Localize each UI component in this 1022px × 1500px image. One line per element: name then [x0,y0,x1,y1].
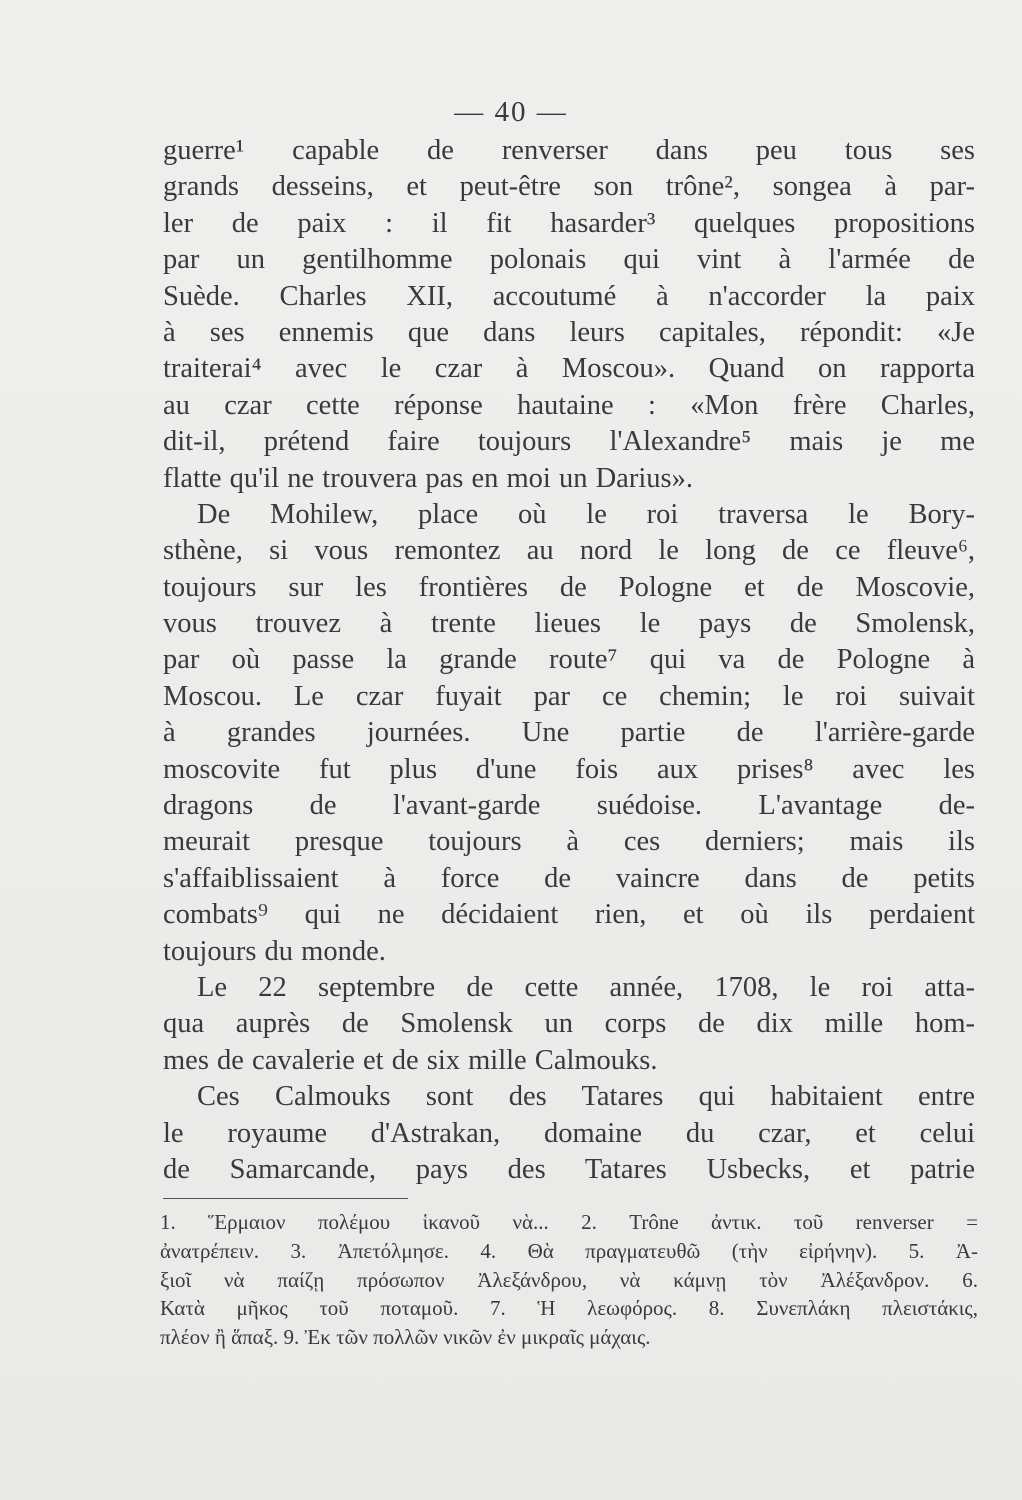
text-line: guerre¹ capable de renverser dans peu tous ses [163,135,975,166]
text-line: s'affaiblissaient à force de vaincre dans de petits [163,862,975,894]
text-line: Moscou. Le czar fuyait par ce chemin; le roi suivait [163,680,975,712]
text-line: à ses ennemis que dans leurs capitales, répondit: «Je [163,316,975,348]
footnote-line: 1. Ἕρμαιον πολέμου ἱκανοῦ νὰ... 2. Trône ἀντικ. τοῦ renverser = [160,1210,978,1234]
footnote-line: ξιοῖ νὰ παίζῃ πρόσωπον Ἀλεξάνδρου, νὰ κάμνῃ τὸν Ἀλέξανδρον. 6. [160,1267,978,1292]
main-text [163,133,975,1188]
text-line: toujours du monde. [163,935,386,967]
text-line: qua auprès de Smolensk un corps de dix mille hom- [163,1008,975,1040]
text-line: meurait presque toujours à ces derniers; mais ils [163,826,975,858]
text-line: dit-il, prétend faire toujours l'Alexandre⁵ mais je me [163,426,975,458]
text-line: à grandes journées. Une partie de l'arrière-garde [163,717,975,749]
paragraph-start-line: Le 22 septembre de cette année, 1708, le roi atta- [197,971,975,1003]
text-line: le royaume d'Astrakan, domaine du czar, et celui [163,1117,975,1149]
footnote-line: πλέον ἢ ἅπαξ. 9. Ἐκ τῶν πολλῶν νικῶν ἐν μικραῖς μάχαις. [160,1325,651,1350]
text-line: flatte qu'il ne trouvera pas en moi un Darius». [163,462,693,494]
text-line: de Samarcande, pays des Tatares Usbecks, et patrie [163,1153,975,1185]
text-line: par un gentilhomme polonais qui vint à l'armée de [163,244,975,276]
text-line: toujours sur les frontières de Pologne et de Moscovie, [163,571,975,603]
text-line: vous trouvez à trente lieues le pays de Smolensk, [163,608,975,640]
text-line: ler de paix : il fit hasarder³ quelques propositions [163,207,975,239]
footnote-line: ἀνατρέπειν. 3. Ἀπετόλμησε. 4. Θὰ πραγματευθῶ (τὴν εἰρήνην). 5. Ἀ- [160,1238,978,1263]
text-line: mes de cavalerie et de six mille Calmouks. [163,1044,658,1076]
text-line: Suède. Charles XII, accoutumé à n'accorder la paix [163,280,975,312]
paragraph-start-line: De Mohilew, place où le roi traversa le Bory- [197,498,975,530]
text-line: dragons de l'avant-garde suédoise. L'avantage de- [163,790,975,822]
text-line: grands desseins, et peut-être son trône², songea à par- [163,171,975,203]
text-line: traiterai⁴ avec le czar à Moscou». Quand on rapporta [163,353,975,385]
footnote-divider [163,1198,408,1199]
paragraph-start-line: Ces Calmouks sont des Tatares qui habitaient entre [197,1081,975,1113]
text-line: sthène, si vous remontez au nord le long de ce fleuve⁶, [163,535,975,567]
text-line: au czar cette réponse hautaine : «Mon frère Charles, [163,389,975,421]
text-line: combats⁹ qui ne décidaient rien, et où ils perdaient [163,899,975,931]
text-line: par où passe la grande route⁷ qui va de Pologne à [163,644,975,676]
page-number: — 40 — [454,96,568,128]
text-line: moscovite fut plus d'une fois aux prises⁸ avec les [163,753,975,785]
footnote-line: Κατὰ μῆκος τοῦ ποταμοῦ. 7. Ἡ λεωφόρος. 8. Συνεπλάκη πλειστάκις, [160,1296,978,1321]
footnotes [160,1208,978,1352]
